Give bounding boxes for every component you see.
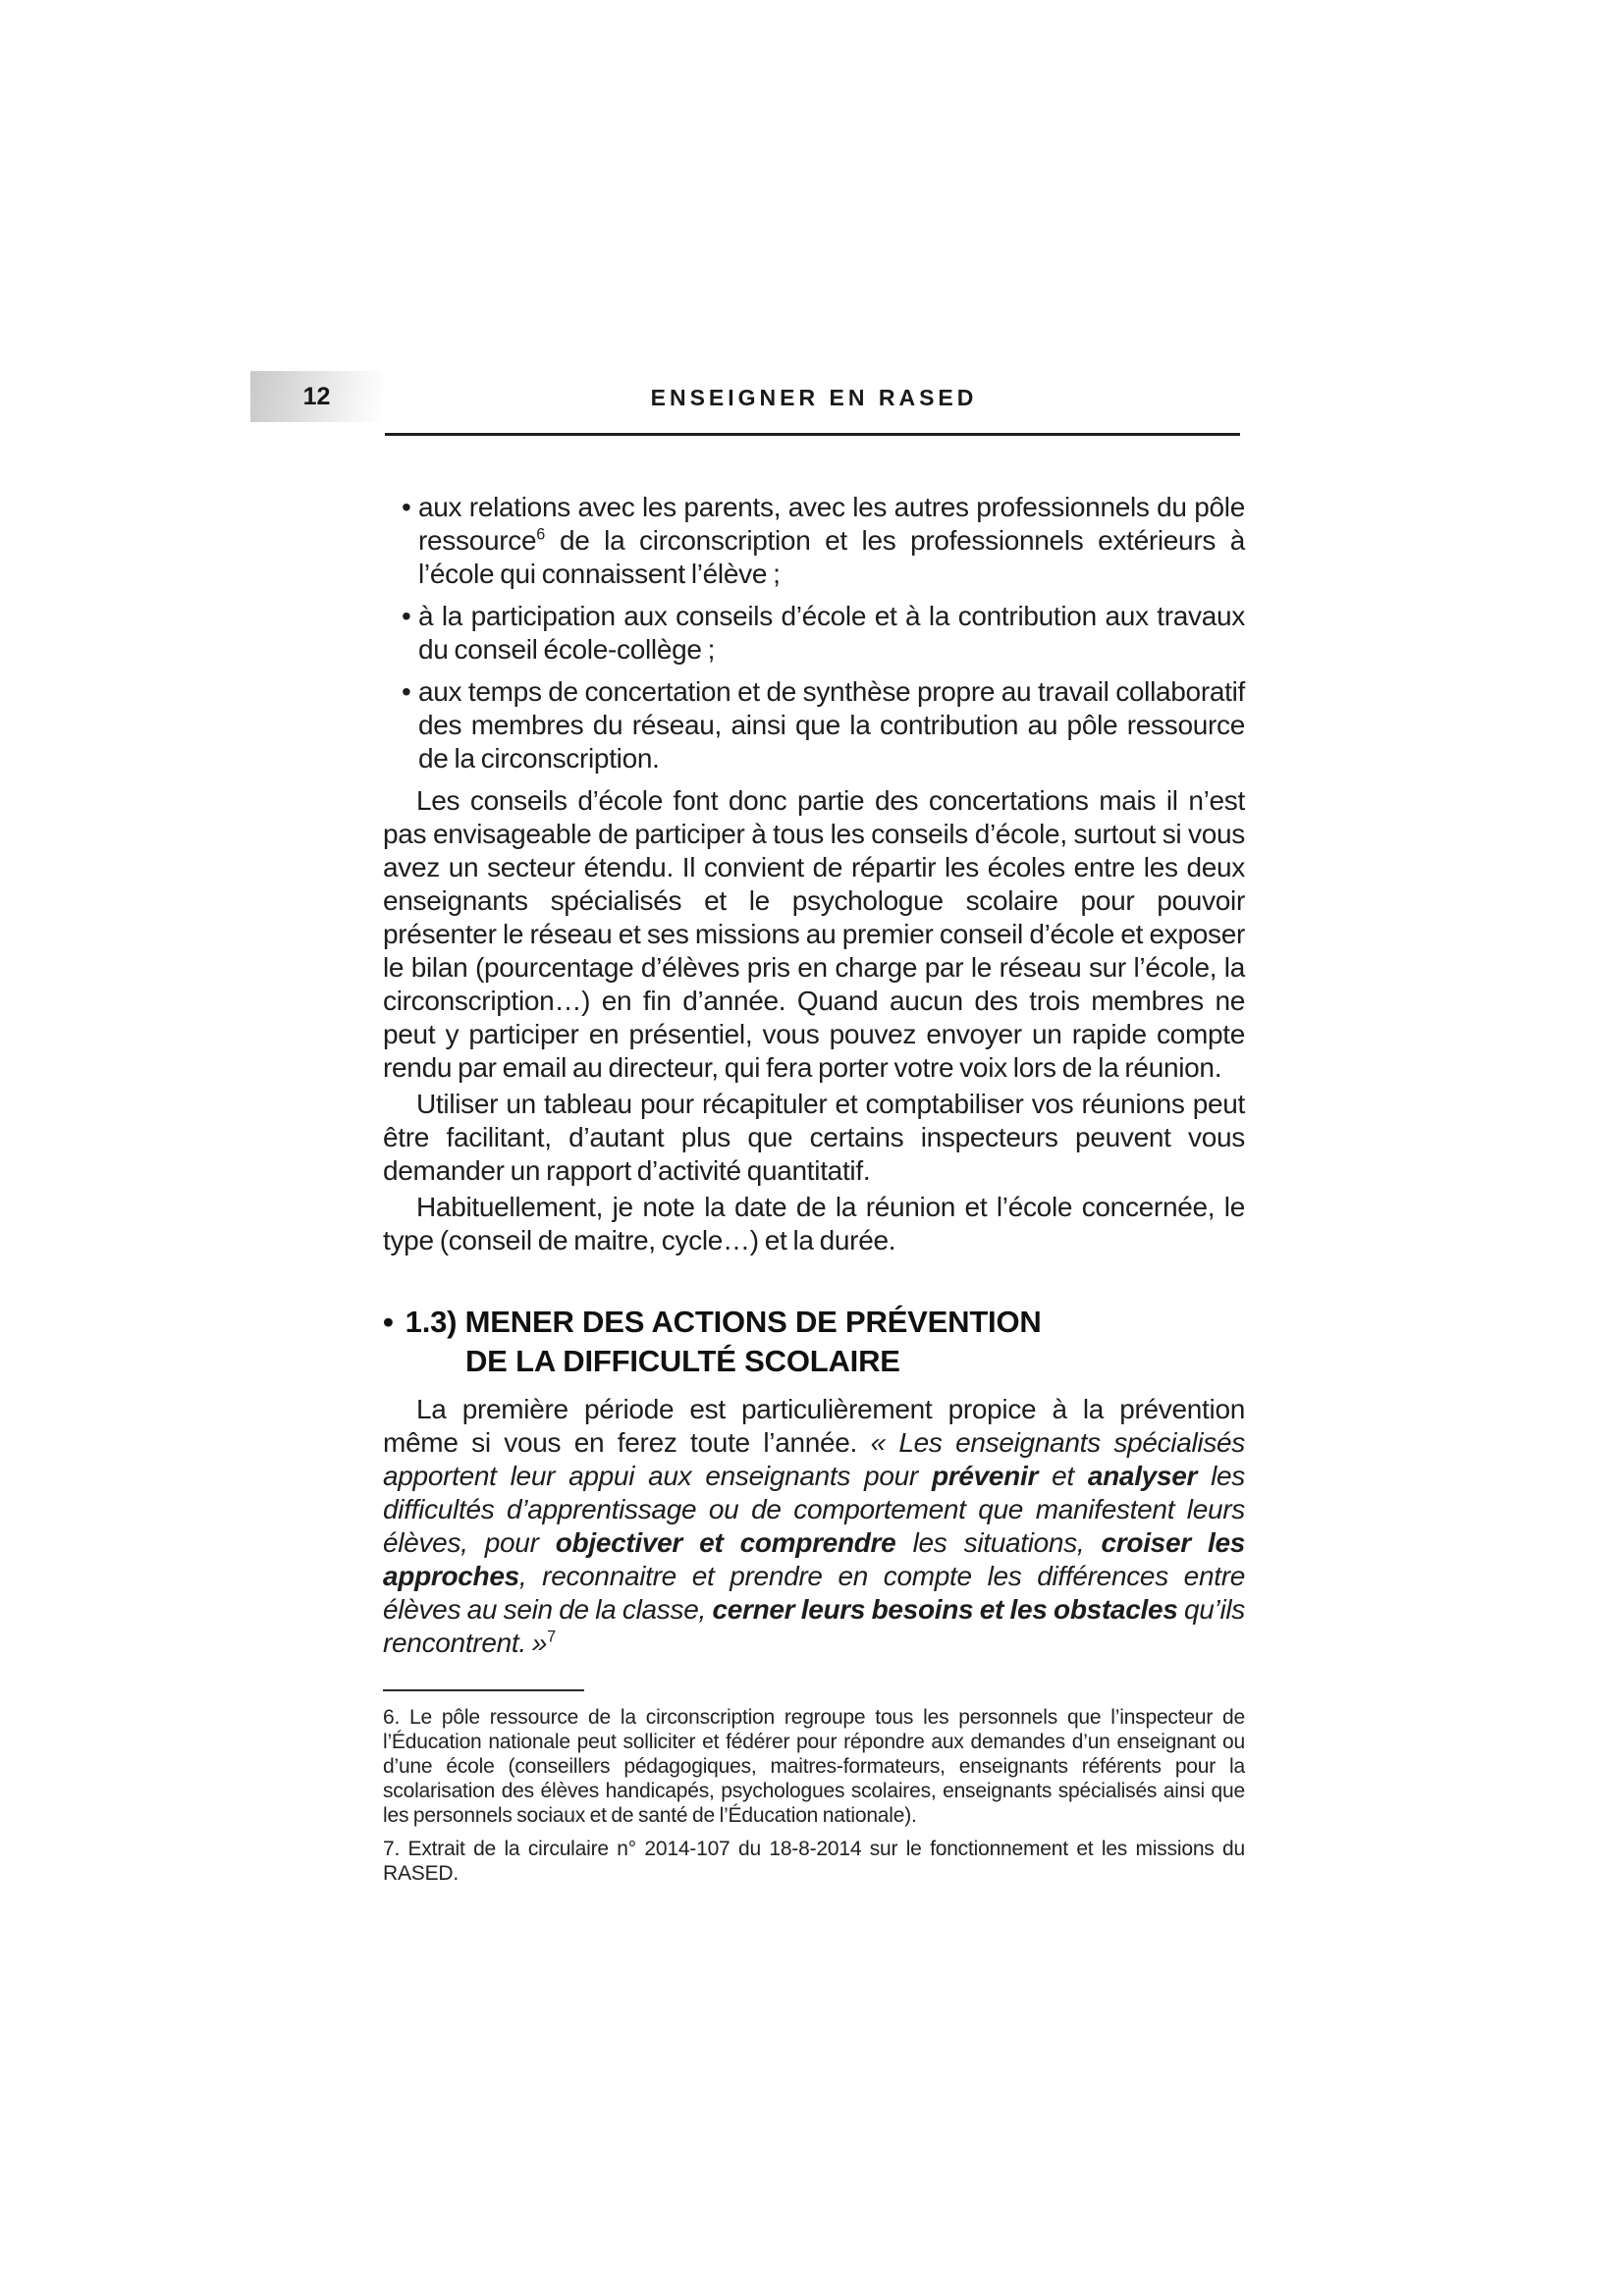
section-heading-line1-wrap bbox=[383, 1305, 1042, 1339]
quote-segment: , reconnaitre et prendre en compte les différences entre élèves au sein de la classe, bbox=[383, 1561, 1245, 1625]
list-item bbox=[418, 600, 1245, 667]
footnote-7: 7. Extrait de la circulaire n° 2014-107 du 18-8-2014 sur le fonctionnement et les missions du RASED. bbox=[383, 1838, 1245, 1885]
bullet-list bbox=[383, 491, 1245, 775]
paragraph-tableau: Utiliser un tableau pour récapituler et comptabiliser vos réunions peut être facilitant, d’autant plus que certains inspecteurs peuvent vous demander un rapport d’activité quantitatif. bbox=[383, 1089, 1245, 1186]
list-item bbox=[418, 491, 1245, 591]
quote-paragraph bbox=[383, 1393, 1245, 1660]
section-heading-line1: 1.3) MENER DES ACTIONS DE PRÉVENTION bbox=[405, 1305, 1042, 1339]
heading-bullet: • bbox=[383, 1305, 394, 1339]
footnote-ref-6: 6 bbox=[536, 525, 546, 544]
page-body bbox=[383, 491, 1245, 1895]
quote-segment: les situations, bbox=[895, 1527, 1102, 1558]
quote-segment: qu’ils rencontrent. » bbox=[383, 1594, 1245, 1658]
quote-segment-emphasis: analyser bbox=[1087, 1461, 1198, 1491]
list-item-text: aux relations avec les parents, avec les autres professionnels du pôle ressource bbox=[418, 492, 1245, 556]
quote-segment-emphasis: objectiver et comprendre bbox=[555, 1527, 896, 1558]
quote-segment: les difficultés d’apprentissage ou de comportement que manifestent leurs élèves, pour bbox=[383, 1461, 1245, 1558]
list-item bbox=[418, 675, 1245, 775]
header-rule bbox=[385, 433, 1240, 436]
section-heading-line2: DE LA DIFFICULTÉ SCOLAIRE bbox=[465, 1344, 900, 1378]
page-number: 12 bbox=[302, 382, 331, 410]
list-item-text: aux temps de concertation et de synthèse propre au travail collaboratif des membres du réseau, ainsi que la contribution au pôle ressource de la circonscription. bbox=[418, 676, 1245, 774]
paragraph-conseils: Les conseils d’école font donc partie des concertations mais il n’est pas envisageable de participer à tous les conseils d’école, surtout si vous avez un secteur étendu. Il convient de répartir les écoles entre les deux enseignants spécialisés et le psychologue scolaire pour pouvoir présenter le réseau et ses missions au premier conseil d’école et exposer le bilan (pourcentage d’élèves pris en charge par le réseau sur l’école, la circonscription…) en fin d’année. Quand aucun des trois membres ne peut y participer en présentiel, vous pouvez envoyer un rapide compte rendu par email au directeur, qui fera porter votre voix lors de la réunion. bbox=[383, 785, 1245, 1083]
quote-segment: et bbox=[1038, 1461, 1088, 1491]
section-heading bbox=[383, 1303, 1245, 1381]
list-item-text: de la circonscription et les professionnels extérieurs à l’école qui connaissent l’élève ; bbox=[418, 525, 1245, 589]
list-item-text: à la participation aux conseils d’école et à la contribution aux travaux du conseil école-collège ; bbox=[418, 601, 1245, 665]
quote-segment-emphasis: croiser les approches bbox=[383, 1527, 1245, 1591]
running-title: ENSEIGNER EN RASED bbox=[650, 385, 978, 410]
paragraph-habituellement: Habituellement, je note la date de la réunion et l’école concernée, le type (conseil de maitre, cycle…) et la durée. bbox=[383, 1192, 1245, 1255]
quote-segment-emphasis: cerner leurs besoins et les obstacles bbox=[712, 1594, 1178, 1625]
quote-intro: La première période est particulièrement propice à la prévention même si vous en ferez toute l’année. bbox=[383, 1394, 1245, 1458]
footnote-ref-7: 7 bbox=[547, 1628, 557, 1646]
footnote-separator-rule bbox=[383, 1689, 584, 1691]
page-number-badge bbox=[250, 371, 383, 422]
footnote-6: 6. Le pôle ressource de la circonscription regroupe tous les personnels que l’inspecteur de l’Éducation nationale peut solliciter et fédérer pour répondre aux demandes d’un enseignant ou d’une école (conseillers pédagogiques, maitres-formateurs, enseignants référents pour la scolarisation des élèves handicapés, psychologues scolaires, enseignants spécialisés ainsi que les personnels sociaux et de santé de l’Éducation nationale). bbox=[383, 1706, 1245, 1827]
quote-segment-emphasis: prévenir bbox=[931, 1461, 1039, 1491]
quote-segment: « Les enseignants spécialisés apportent leur appui aux enseignants pour bbox=[383, 1427, 1246, 1491]
